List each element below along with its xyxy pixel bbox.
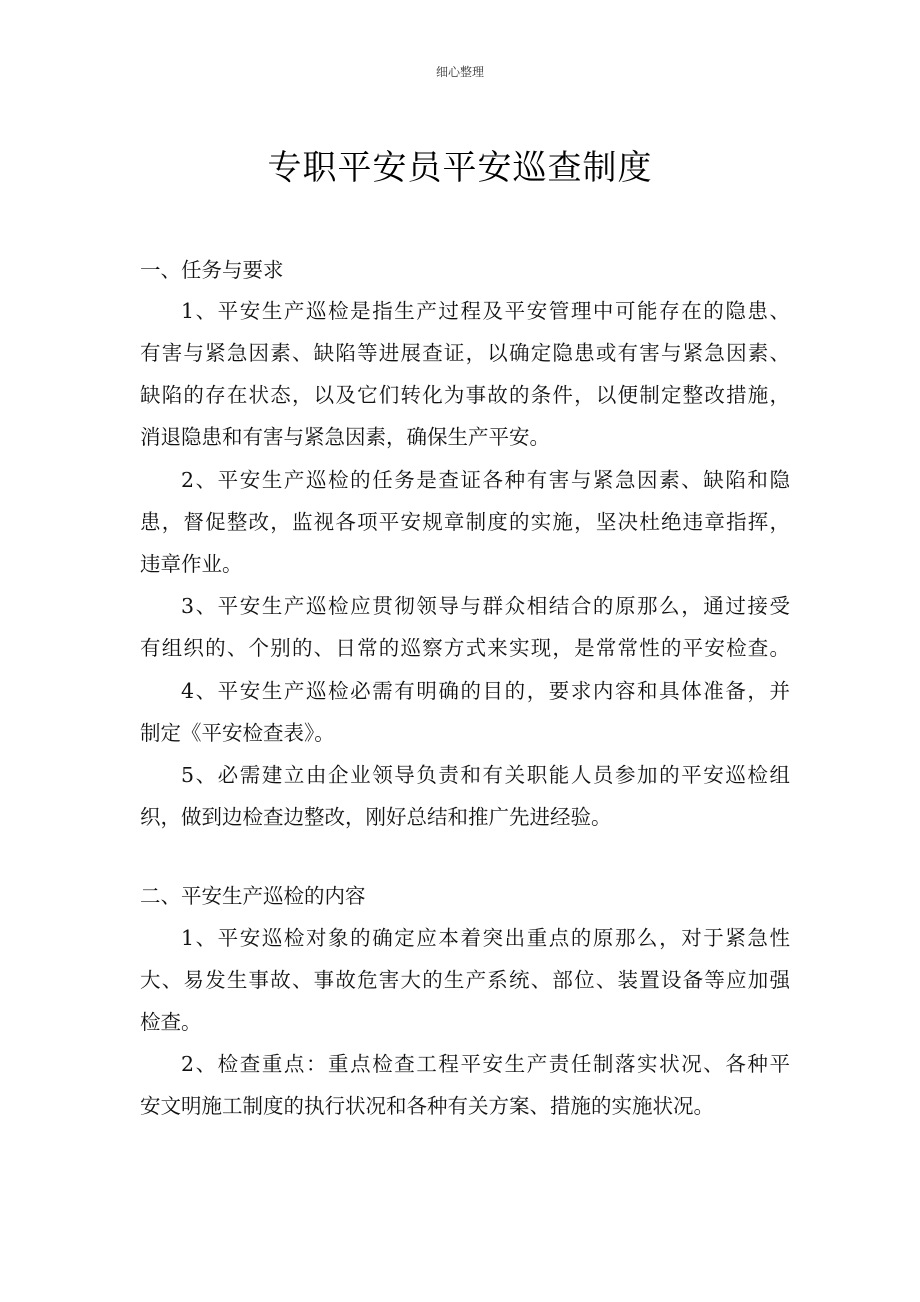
- paragraph-line: 织，做到边检查边整改，刚好总结和推广先进经验。: [140, 805, 612, 829]
- paragraph-line: 制定《平安检查表》。: [140, 721, 335, 745]
- paragraph-line: 2、检查重点：重点检查工程平安生产责任制落实状况、各种平: [181, 1052, 790, 1076]
- header-note: 细心整理: [435, 65, 484, 79]
- paragraph-line: 违章作业。: [140, 552, 243, 576]
- paragraph-line: 有组织的、个别的、日常的巡察方式来实现，是常常性的平安检查。: [140, 636, 790, 660]
- section-heading: 一、任务与要求: [140, 258, 284, 282]
- paragraph-line: 有害与紧急因素、缺陷等进展查证，以确定隐患或有害与紧急因素、: [140, 341, 790, 365]
- paragraph-line: 4、平安生产巡检必需有明确的目的，要求内容和具体准备，并: [181, 679, 790, 703]
- paragraph-line: 大、易发生事故、事故危害大的生产系统、部位、装置设备等应加强: [140, 968, 790, 992]
- paragraph-line: 缺陷的存在状态，以及它们转化为事故的条件，以便制定整改措施，: [140, 383, 790, 407]
- paragraph-line: 1、平安巡检对象的确定应本着突出重点的原那么，对于紧急性: [181, 926, 790, 950]
- paragraph-line: 患，督促整改，监视各项平安规章制度的实施，坚决杜绝违章指挥，: [140, 510, 790, 534]
- document-title: 专职平安员平安巡查制度: [267, 148, 653, 188]
- paragraph-line: 消退隐患和有害与紧急因素，确保生产平安。: [140, 425, 550, 449]
- paragraph-line: 2、平安生产巡检的任务是查证各种有害与紧急因素、缺陷和隐: [181, 468, 790, 492]
- paragraph-line: 检查。: [140, 1010, 202, 1034]
- paragraph-line: 1、平安生产巡检是指生产过程及平安管理中可能存在的隐患、: [181, 299, 790, 323]
- paragraph-line: 5、必需建立由企业领导负责和有关职能人员参加的平安巡检组: [181, 763, 790, 787]
- paragraph-line: 安文明施工制度的执行状况和各种有关方案、措施的实施状况。: [140, 1094, 714, 1118]
- paragraph-line: 3、平安生产巡检应贯彻领导与群众相结合的原那么，通过接受: [181, 594, 790, 618]
- section-heading: 二、平安生产巡检的内容: [140, 884, 366, 908]
